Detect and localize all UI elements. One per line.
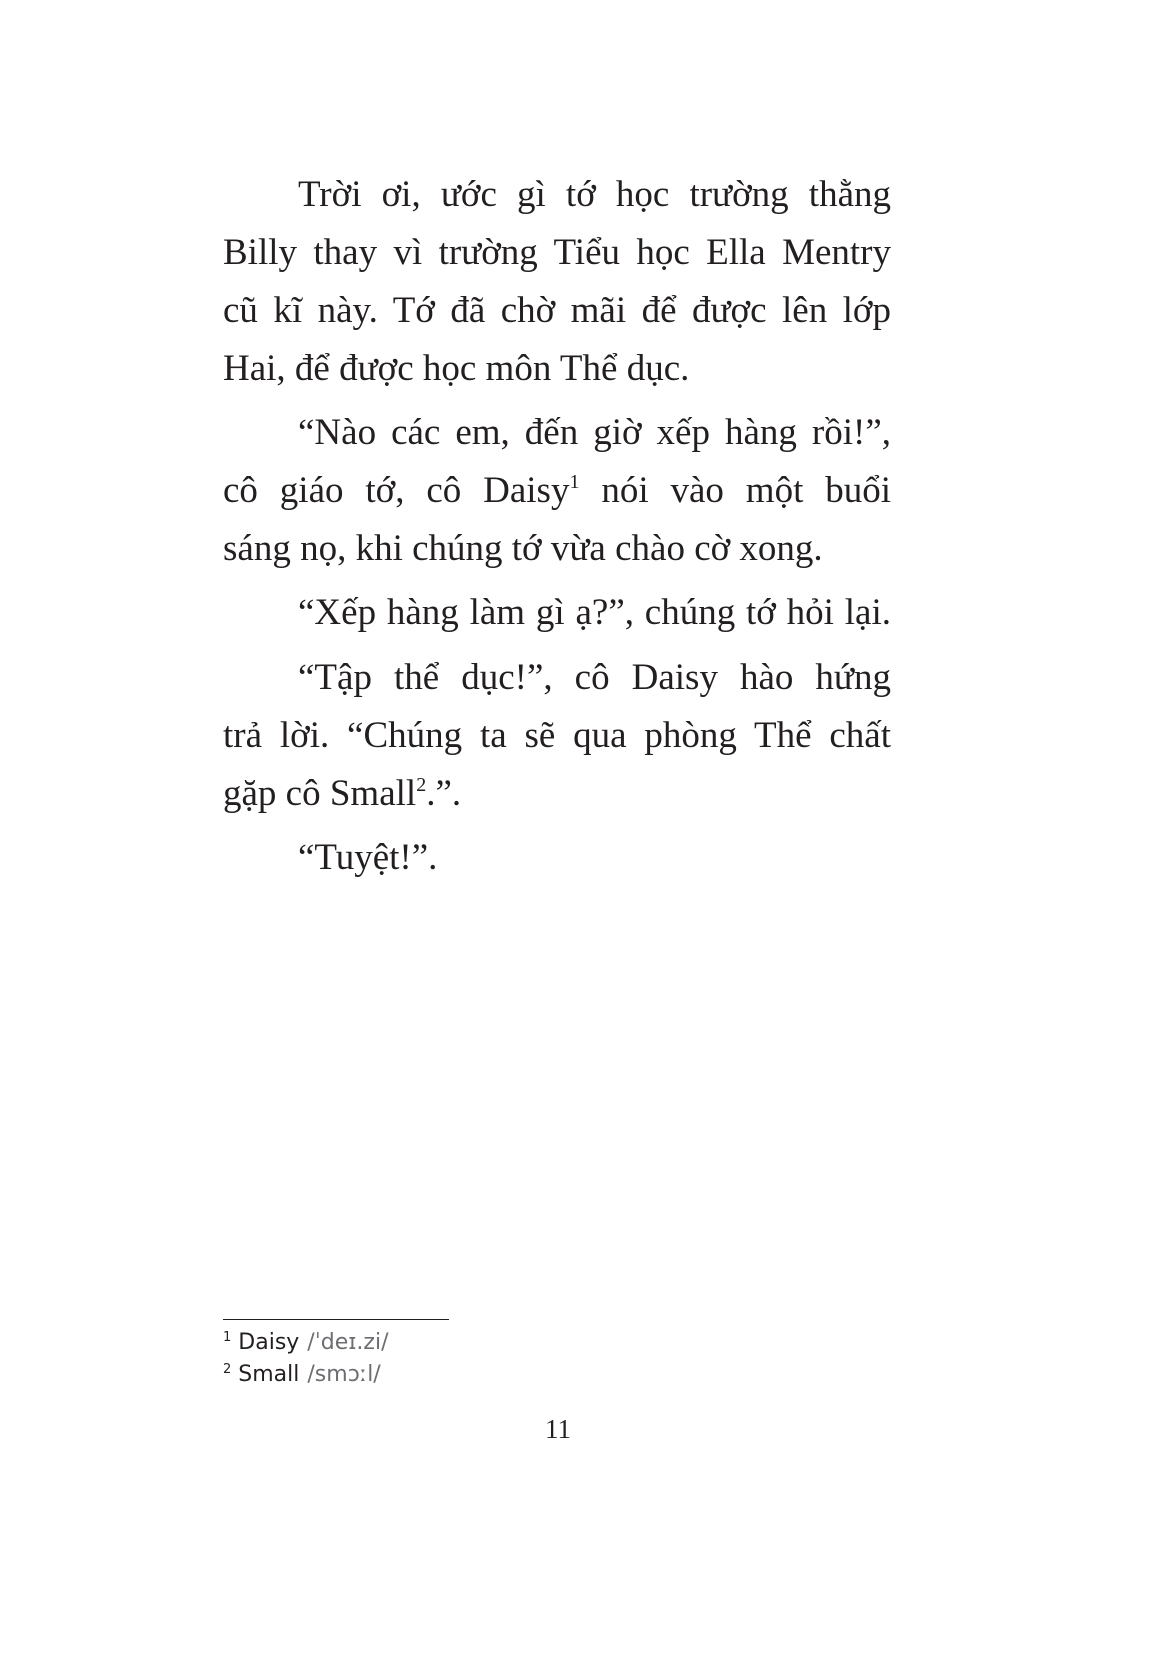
footnote-number: 2 [223,1362,232,1377]
text-segment: .”. [426,773,462,814]
footnote [223,1327,389,1359]
footnote-ipa: /smɔːl/ [307,1362,381,1387]
text-line: trả lời. “Chúng ta sẽ qua phòng Thể chất [223,715,891,756]
text-line: Hai, để được học môn Thể dục. [223,348,690,389]
page-number: 11 [545,1414,571,1444]
text-line: Trời ơi, ước gì tớ học trường thằng [298,174,891,215]
footnote-divider [223,1319,449,1320]
footnote-word: Daisy [238,1330,300,1355]
text-segment: cô giáo tớ, cô Daisy [223,470,570,511]
text-line: “Tuyệt!”. [298,837,438,878]
text-segment: nói vào một buổi [579,470,892,511]
footnote-ref: 1 [569,471,580,493]
footnote-number: 1 [223,1330,232,1345]
text-line: “Tập thể dục!”, cô Daisy hào hứng [298,657,891,698]
text-line [223,765,891,823]
footnote-ipa: /ˈdeɪ.zi/ [307,1330,389,1355]
footnote-word: Small [238,1362,300,1387]
text-line: “Xếp hàng làm gì ạ?”, chúng tớ hỏi lại. [298,592,891,633]
text-line [223,462,891,520]
text-line: cũ kĩ này. Tớ đã chờ mãi để được lên lớp [223,290,891,331]
text-line: “Nào các em, đến giờ xếp hàng rồi!”, [298,412,891,453]
text-segment: gặp cô Small [223,773,417,814]
footnote [223,1359,381,1391]
footnote-ref: 2 [416,774,427,796]
text-line: sáng nọ, khi chúng tớ vừa chào cờ xong. [223,528,823,569]
text-line: Billy thay vì trường Tiểu học Ella Mentry [223,232,891,273]
